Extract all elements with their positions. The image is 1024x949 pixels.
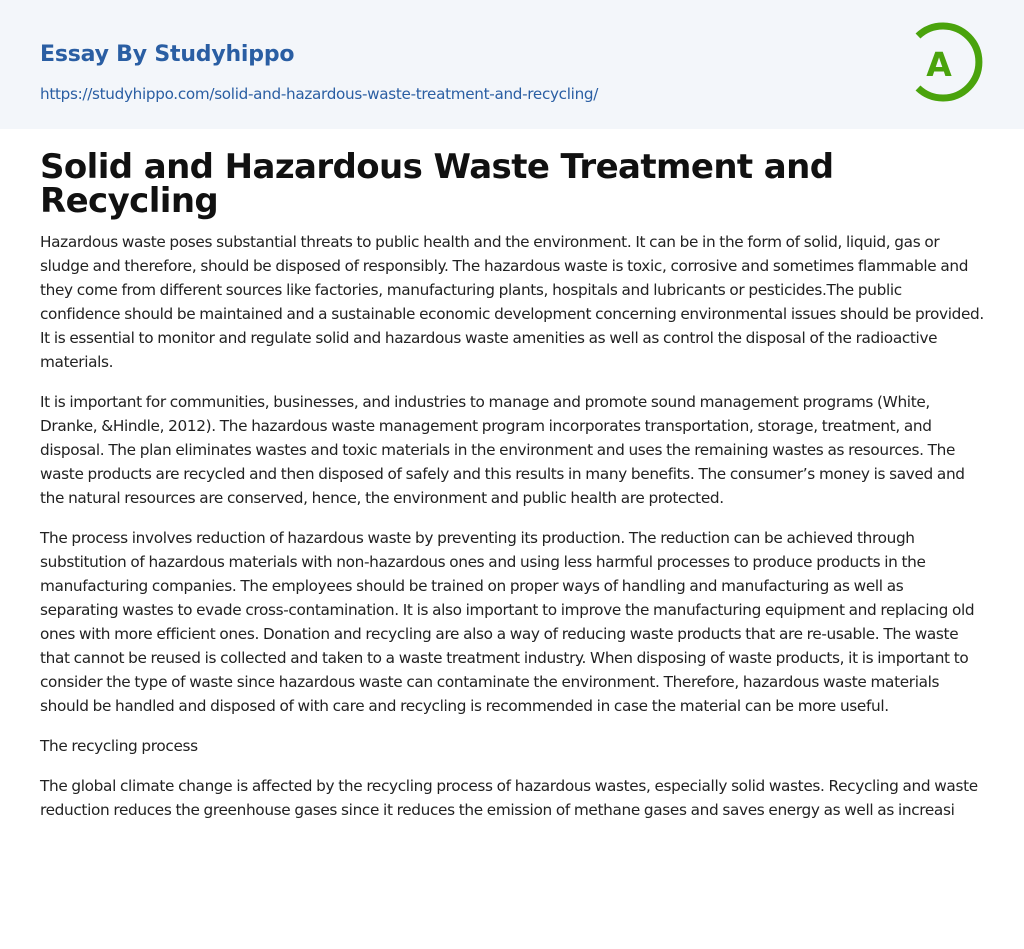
site-header (0, 0, 1024, 129)
article (0, 147, 1024, 822)
logo-icon[interactable] (912, 19, 986, 105)
paragraph: The process involves reduction of hazardous waste by preventing its production. The reduction can be achieved through substitution of hazardous materials with non-hazardous ones and using less harmful processes to produce products in the manufacturing companies. The employees should be trained on proper ways of handling and manufacturing as well as separating wastes to evade cross-contamination. It is also important to improve the manufacturing equipment and replacing old ones with more efficient ones. Donation and recycling are also a way of reducing waste products that are re-usable. The waste that cannot be reused is collected and taken to a waste treatment industry. When disposing of waste products, it is important to consider the type of waste since hazardous waste can contaminate the environment. Therefore, hazardous waste materials should be handled and disposed of with care and recycling is recommended in case the material can be more useful. (40, 529, 975, 715)
paragraph: Hazardous waste poses substantial threats to public health and the environment. It can be in the form of solid, liquid, gas or sludge and therefore, should be disposed of responsibly. The hazardous waste is toxic, corrosive and sometimes flammable and they come from different sources like factories, manufacturing plants, hospitals and lubricants or pesticides.The public confidence should be maintained and a sustainable economic development concerning environmental issues should be provided. It is essential to monitor and regulate solid and hazardous waste amenities as well as control the disposal of the radioactive materials. (40, 233, 984, 371)
svg-text:A: A (926, 45, 952, 84)
paragraph: The global climate change is affected by the recycling process of hazardous wastes, especially solid wastes. Recycling and waste reduction reduces the greenhouse gases since it reduces the emission of methane gases and saves energy as well as increasi (40, 777, 978, 819)
page-title: Solid and Hazardous Waste Treatment and Recycling (40, 147, 834, 221)
section-heading: The recycling process (40, 737, 198, 755)
source-url-link[interactable]: https://studyhippo.com/solid-and-hazardous-waste-treatment-and-recycling/ (40, 85, 599, 103)
brand-title: Essay By Studyhippo (40, 42, 295, 67)
paragraph: It is important for communities, businesses, and industries to manage and promote sound management programs (White, Dranke, &Hindle, 2012). The hazardous waste management program incorporates transportation, storage, treatment, and disposal. The plan eliminates wastes and toxic materials in the environment and uses the remaining wastes as resources. The waste products are recycled and then disposed of safely and this results in many benefits. The consumer’s money is saved and the natural resources are conserved, hence, the environment and public health are protected. (40, 393, 965, 507)
